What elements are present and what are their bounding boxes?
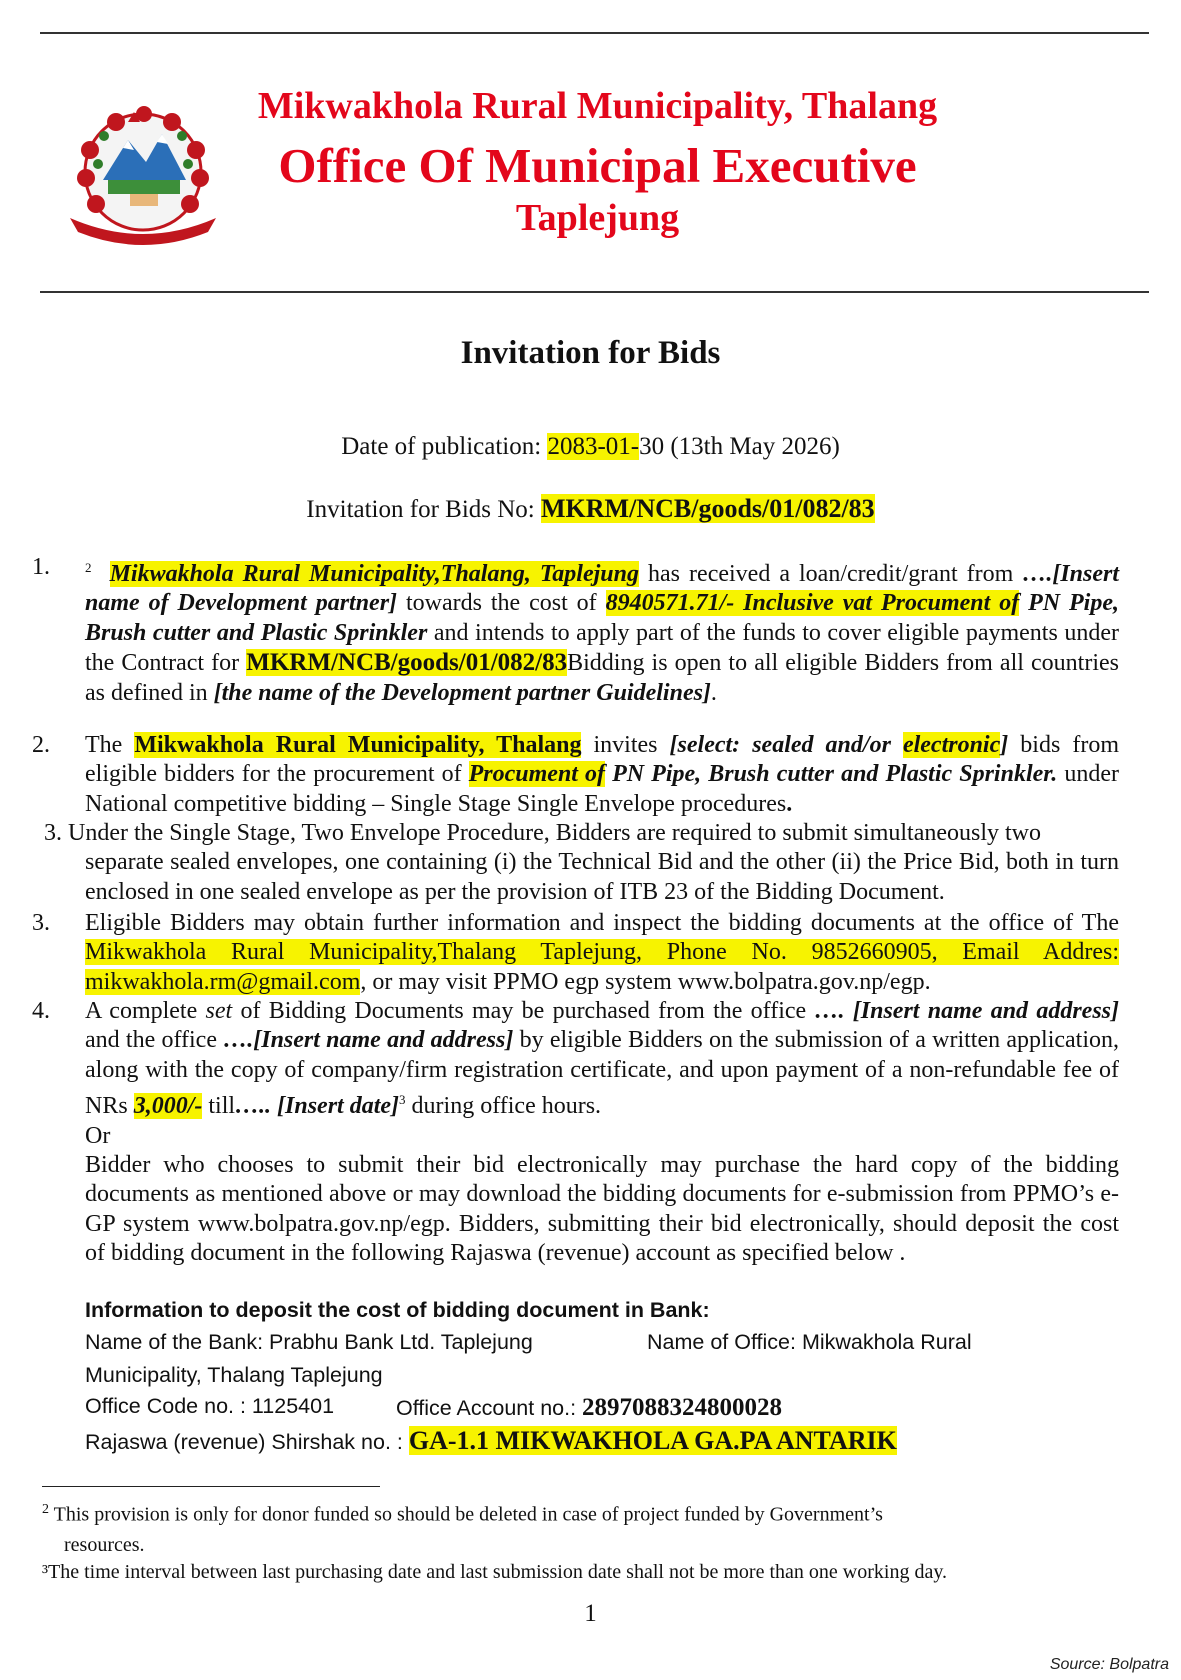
- item-1-t1: has received a loan/credit/grant from: [639, 561, 1023, 587]
- item-2-text: [85, 731, 1119, 819]
- item-2-t5: .: [786, 790, 793, 817]
- select-placeholder: [select: sealed and/or: [669, 732, 903, 758]
- item-3a-first-line: 3. Under the Single Stage, Two Envelope Procedure, Bidders are required to submit simultaneously two: [44, 820, 1042, 846]
- or-text: Or: [85, 1122, 111, 1149]
- item-1-t3: and intends to apply part of the funds to cover eligible payments under the Contract for: [85, 619, 1119, 677]
- bank-row-4: [85, 1426, 1125, 1456]
- item-1-number: 1.: [32, 554, 50, 580]
- item-1-t4: Bidding is open to all eligible Bidders from all countries as defined in: [85, 650, 1119, 706]
- select-end: ]: [1000, 732, 1009, 758]
- footnote-2-continued: resources.: [64, 1534, 145, 1556]
- item-1-text: [85, 553, 1119, 708]
- footnote-divider: [42, 1486, 380, 1487]
- header-divider: [40, 291, 1149, 293]
- bank-info-heading: Information to deposit the cost of bidding document in Bank:: [85, 1298, 710, 1322]
- bank-name: Name of the Bank: Prabhu Bank Ltd. Taplejung: [85, 1330, 533, 1354]
- office-code: Office Code no. : 1125401: [85, 1394, 335, 1418]
- office-name-label: Name of Office: Mikwakhola Rural: [647, 1330, 972, 1354]
- employer-name-2: Mikwakhola Rural Municipality, Thalang: [134, 732, 582, 758]
- employer-name: Mikwakhola Rural Municipality,Thalang, Taplejung: [109, 561, 639, 587]
- item-4-t5: till: [202, 1093, 236, 1120]
- item-3a-rest: separate sealed envelopes, one containing (i) the Technical Bid and the other (ii) the Price Bid, both in turn enclosed in one sealed envelope as per the provision of ITB 23 of the Bidding Document.: [85, 849, 1119, 905]
- page-title: Invitation for Bids: [460, 335, 721, 371]
- item-4-t6: during office hours.: [405, 1093, 602, 1120]
- source-credit: Source: Bolpatra: [1049, 1656, 1169, 1673]
- item-4-t4: by eligible Bidders on the submission of a written application, along with the copy of company/firm registration certificate, and upon payment of a non-refundable fee of NRs: [85, 1027, 1120, 1120]
- contract-number: MKRM/NCB/goods/01/082/83: [246, 649, 568, 677]
- footnote-2-text: This provision is only for donor funded so should be deleted in case of project funded by Government’s: [49, 1503, 883, 1526]
- footnote-2: [42, 1502, 883, 1527]
- item-3-two-envelope-text: [44, 819, 1119, 907]
- ifb-label: Invitation for Bids No:: [306, 496, 542, 523]
- dev-partner-placeholder: ….[Insert name of Development partner]: [85, 561, 1120, 617]
- shirshak-label: Rajaswa (revenue) Shirshak no. :: [85, 1430, 409, 1454]
- document-fee: 3,000/-: [133, 1093, 203, 1120]
- goods-description: PN Pipe, Brush cutter and Plastic Sprinkler: [85, 590, 1119, 646]
- publication-date-rest: 30 (13th May 2026): [639, 433, 840, 460]
- contact-info: Mikwakhola Rural Municipality,Thalang Taplejung, Phone No. 9852660905, Email Addres: mikwakhola.rm@gmail.com: [85, 939, 1119, 995]
- item-2-number: 2.: [32, 732, 50, 758]
- ifb-number: MKRM/NCB/goods/01/082/83: [541, 494, 875, 523]
- goods-description-2: PN Pipe, Brush cutter and Plastic Sprinkler.: [605, 761, 1058, 788]
- contract-cost: 8940571.71/- Inclusive vat Procument of: [605, 590, 1020, 617]
- electronic-bid-paragraph: Bidder who chooses to submit their bid electronically may purchase the hard copy of the bidding documents as mentioned above or may download the bidding documents for e-submission from PPMO’s e-GP system www.bolpatra.gov.np/egp. Bidders, submitting their bid electronically, should deposit the cost of bidding document in the following Rajaswa (revenue) account as specified below .: [85, 1152, 1119, 1267]
- electronic-highlight: electronic: [902, 732, 1001, 758]
- date-placeholder: ….. [Insert date]: [235, 1093, 400, 1120]
- bank-row-3: [85, 1394, 1125, 1419]
- item-3-t2: , or may visit PPMO egp system www.bolpatra.gov.np/egp.: [360, 968, 931, 995]
- footnote-2-marker: 2: [42, 1502, 49, 1517]
- guidelines-placeholder: [the name of the Development partner Guidelines]: [213, 679, 711, 706]
- publication-label: Date of publication:: [341, 433, 548, 460]
- publication-date: [0, 433, 1181, 461]
- item-4-t3: and the office: [85, 1027, 224, 1054]
- office-account-number: 2897088324800028: [582, 1394, 783, 1421]
- item-2-t4: under National competitive bidding – Single Stage Single Envelope procedures: [85, 761, 1119, 817]
- top-rule: [40, 32, 1149, 34]
- item-2-t3: bids from eligible bidders for the procurement of: [85, 732, 1119, 788]
- item-2-t1: The: [85, 732, 135, 758]
- item-4-t1: A complete: [85, 998, 206, 1024]
- footnote-ref-3: 3: [399, 1092, 406, 1108]
- procument-highlight: Procument of: [468, 761, 606, 788]
- item-4-t2: of Bidding Documents may be purchased from the office: [232, 998, 815, 1024]
- item-4-text: [85, 997, 1119, 1269]
- ifb-number-line: [0, 494, 1181, 524]
- item-1-t2: towards the cost of: [397, 590, 606, 617]
- address-placeholder-1: …. [Insert name and address]: [814, 998, 1120, 1024]
- set-word: set: [205, 998, 233, 1024]
- item-4-number: 4.: [32, 998, 50, 1024]
- office-name-continued: Municipality, Thalang Taplejung: [85, 1363, 383, 1387]
- office-account-label: Office Account no.:: [396, 1396, 583, 1420]
- district-name: Taplejung: [515, 197, 680, 239]
- bank-row-1: [85, 1330, 1125, 1355]
- item-3-text: [85, 909, 1119, 997]
- shirshak-number: GA-1.1 MIKWAKHOLA GA.PA ANTARIK: [408, 1426, 897, 1455]
- office-name: Office Of Municipal Executive: [278, 138, 917, 193]
- address-placeholder-2: ….[Insert name and address]: [223, 1027, 514, 1054]
- municipality-name: Mikwakhola Rural Municipality, Thalang: [257, 85, 938, 127]
- item-3-t1: Eligible Bidders may obtain further information and inspect the bidding documents at the office of The: [85, 910, 1119, 936]
- item-1-t5: .: [710, 679, 717, 706]
- footnote-ref-2: 2: [85, 560, 92, 575]
- page-number: 1: [584, 1600, 597, 1627]
- item-2-t2: invites: [581, 732, 670, 758]
- footnote-3: ³The time interval between last purchasing date and last submission date shall not be more than one working day.: [42, 1561, 948, 1583]
- publication-date-highlight: 2083-01-: [547, 433, 640, 460]
- item-3-number: 3.: [32, 910, 50, 936]
